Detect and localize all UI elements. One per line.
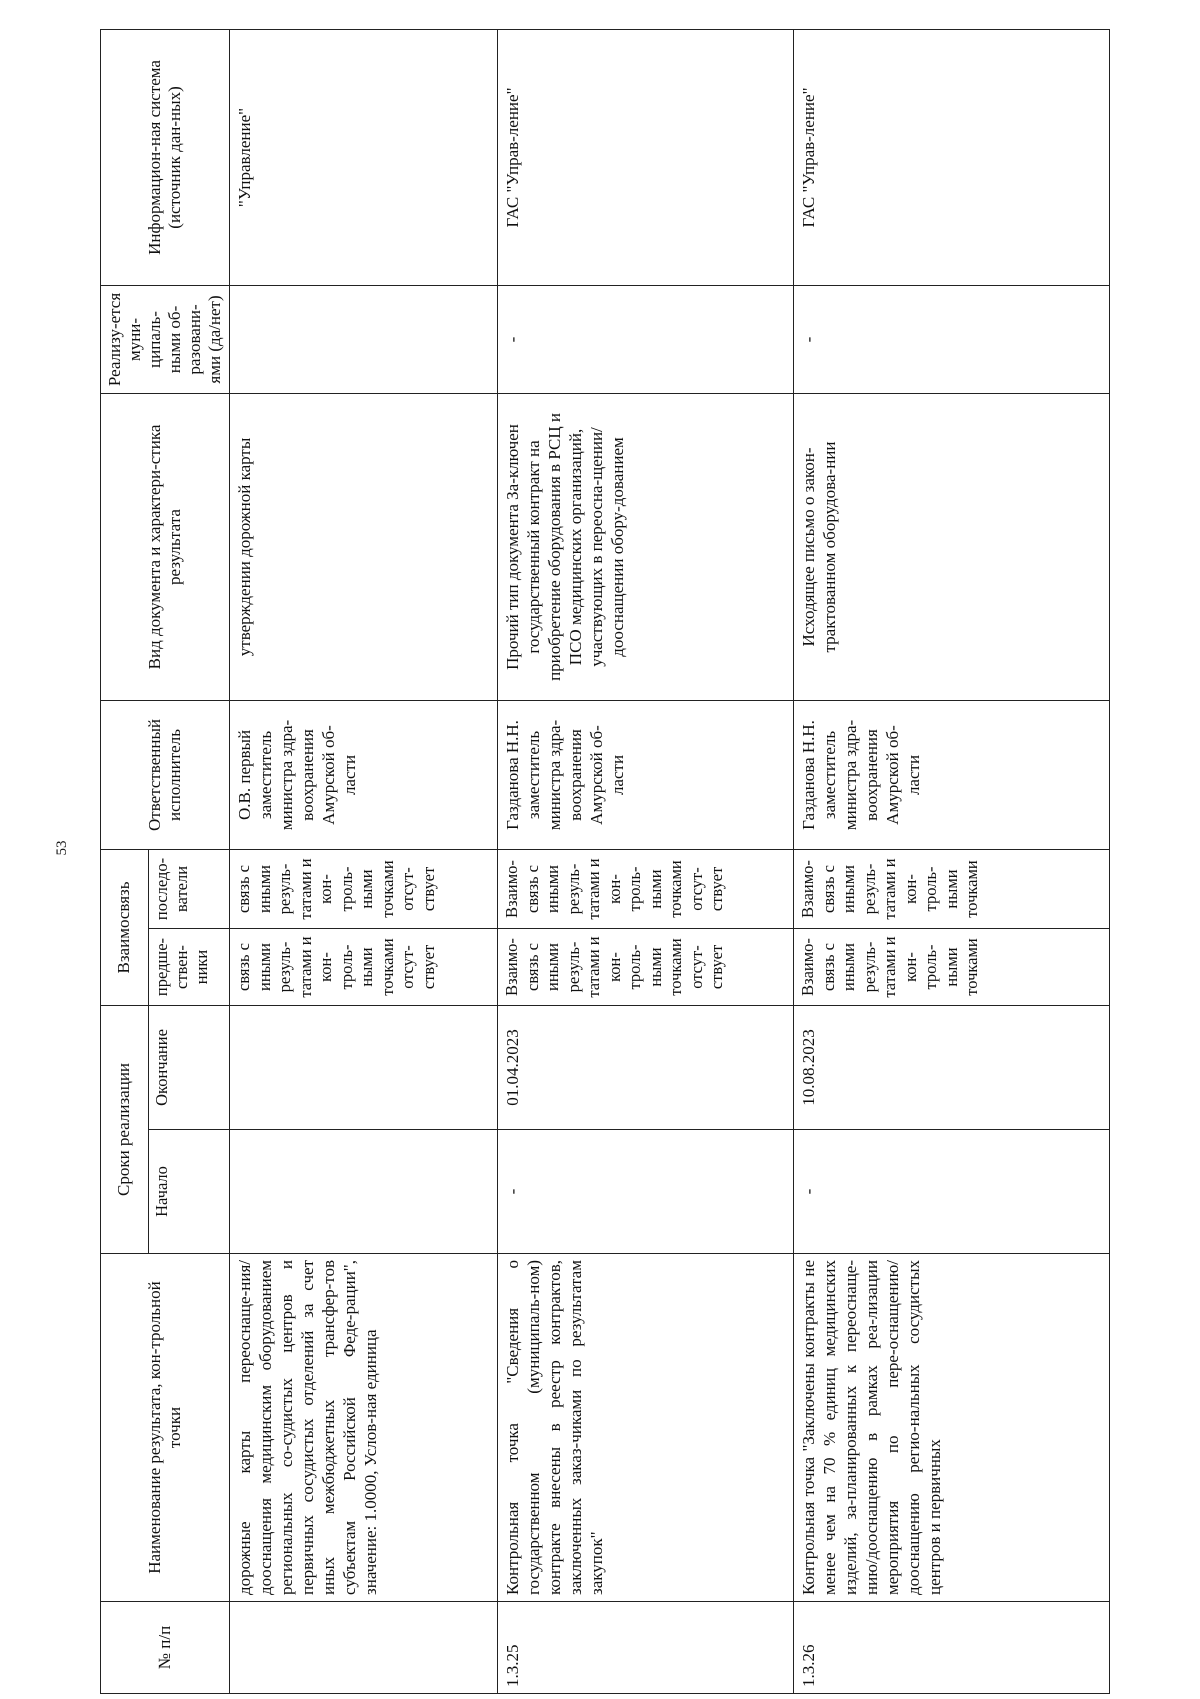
row-start: - — [498, 1130, 794, 1254]
row-municipal — [230, 285, 498, 393]
row-name: дорожные карты переоснаще-ния/дооснащения медицинским оборудованием региональных со-судистых центров и первичных сосудистых отделений за счет иных межбюджетных трансфер-тов субъектам Российской Феде-рации", значение: 1.0000, Услов-ная единица — [230, 1254, 498, 1602]
table-row — [794, 29, 1110, 1693]
row-info-system: ГАС "Управ-ление" — [794, 29, 1110, 285]
row-predecessors: Взаимо-связь с иными резуль-татами и кон-троль-ными точками отсут-ствует — [498, 929, 794, 1006]
page-number: 53 — [54, 840, 70, 856]
row-start: - — [794, 1130, 1110, 1254]
row-responsible: Газданова Н.Н. заместитель министра здра-воохранения Амурской об-ласти — [498, 700, 794, 849]
rotated-table-container — [100, 30, 1110, 1694]
header-municipal: Реализу-ется муни-ципаль-ными об-разовани-ями (да/нет) — [101, 285, 230, 393]
table-row — [498, 29, 794, 1693]
row-end — [230, 1006, 498, 1130]
row-document: утверждении дорожной карты — [230, 393, 498, 700]
row-successors: Взаимо-связь с иными резуль-татами и кон-троль-ными точками отсут-ствует — [498, 849, 794, 928]
table-row — [230, 29, 498, 1693]
row-start — [230, 1130, 498, 1254]
row-municipal: - — [498, 285, 794, 393]
row-end: 10.08.2023 — [794, 1006, 1110, 1130]
row-document: Исходящее письмо о закон-трактованном оборудова-нии — [794, 393, 1110, 700]
header-responsible: Ответственный исполнитель — [101, 700, 230, 849]
header-links: Взаимосвязь — [101, 849, 149, 1005]
row-predecessors: связь с иными резуль-татами и кон-троль-ными точками отсут-ствует — [230, 929, 498, 1006]
header-terms: Сроки реализации — [101, 1006, 149, 1254]
row-responsible: Газданова Н.Н. заместитель министра здра-воохранения Амурской об-ласти — [794, 700, 1110, 849]
schedule-table — [100, 29, 1110, 1694]
header-num: № п/п — [101, 1602, 230, 1694]
row-predecessors: Взаимо-связь с иными резуль-татами и кон-троль-ными точками — [794, 929, 1110, 1006]
row-end: 01.04.2023 — [498, 1006, 794, 1130]
row-name: Контрольная точка "Заключены контракты не менее чем на 70 % единиц медицинских изделий, за-планированных к переоснаще-нию/дооснащению в рамках реа-лизации мероприятия по пере-оснащению/дооснащению регио-нальных сосудистых центров и первичных — [794, 1254, 1110, 1602]
row-num: 1.3.26 — [794, 1602, 1110, 1694]
row-info-system: "Управление" — [230, 29, 498, 285]
row-document: Прочий тип документа За-ключен государственный контракт на приобретение оборудования в РСЦ и ПСО медицинских организаций, участвующих в переосна-щении/дооснащении обору-дованием — [498, 393, 794, 700]
header-document: Вид документа и характери-стика результата — [101, 393, 230, 700]
row-successors: Взаимо-связь с иными резуль-татами и кон-троль-ными точками — [794, 849, 1110, 928]
row-successors: связь с иными резуль-татами и кон-троль-ными точками отсут-ствует — [230, 849, 498, 928]
row-responsible: О.В. первый заместитель министра здра-воохранения Амурской об-ласти — [230, 700, 498, 849]
header-info-system: Информацион-ная система (источник дан-ных) — [101, 29, 230, 285]
header-predecessors: предше-ствен-ники — [148, 929, 229, 1006]
header-end: Окончание — [148, 1006, 229, 1130]
row-num — [230, 1602, 498, 1694]
header-successors: последо-ватели — [148, 849, 229, 928]
row-info-system: ГАС "Управ-ление" — [498, 29, 794, 285]
row-municipal: - — [794, 285, 1110, 393]
header-start: Начало — [148, 1130, 229, 1254]
row-name: Контрольная точка "Сведения о государственном (муниципаль-ном) контракте внесены в реестр контрактов, заключенных заказ-чиками по результатам закупок" — [498, 1254, 794, 1602]
row-num: 1.3.25 — [498, 1602, 794, 1694]
header-name: Наименование результата, кон-трольной точки — [101, 1254, 230, 1602]
